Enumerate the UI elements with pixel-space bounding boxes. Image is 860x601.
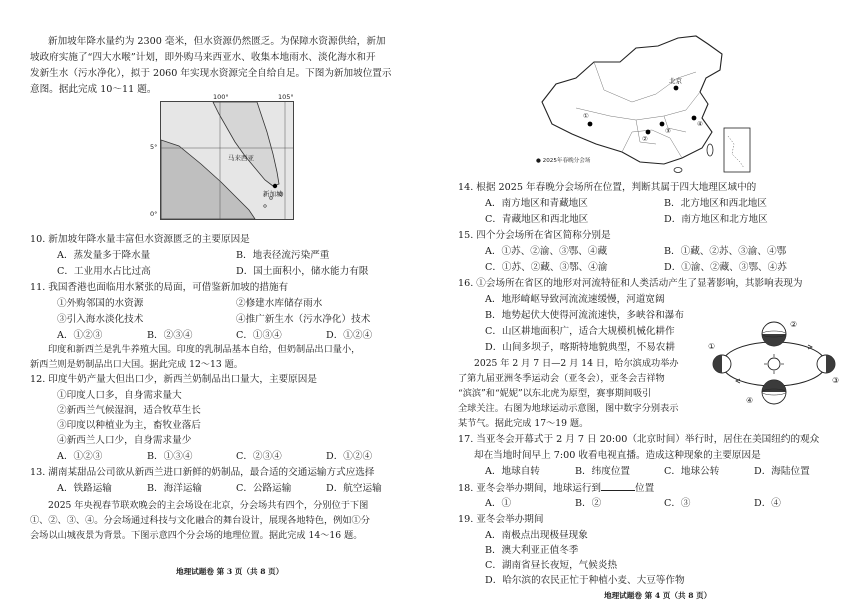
china-map-graphic (536, 32, 752, 174)
option-c: C．湖南省昼长夜短，气候炎热 (485, 560, 618, 571)
intro-line: ①、②、③、④。分会场通过科技与文化融合的舞台设计，展现各地特色，例如①分 (30, 515, 370, 526)
question-11-stem: 11. 我国香港也面临用水紧张的局面，可借鉴新加坡的措施有 (30, 282, 289, 293)
orbit-label: ① (708, 342, 716, 351)
beijing-marker (674, 86, 679, 91)
question-18-stem (458, 482, 654, 495)
option-c: C．地球公转 (664, 466, 720, 477)
question-10-stem: 10. 新加坡年降水量丰富但水资源匮乏的主要原因是 (30, 234, 250, 245)
option-d: D．哈尔滨的农民正忙于种植小麦、大豆等作物 (485, 575, 685, 586)
question-15-stem: 15. 四个分会场所在省区简称分别是 (458, 230, 611, 241)
venue-marker (660, 122, 665, 127)
earth-left (713, 355, 731, 373)
earth-bottom (762, 380, 786, 404)
china-venue-map (536, 32, 752, 174)
venue-marker (588, 122, 593, 127)
option-c: C．公路运输 (236, 483, 292, 494)
lon-label: 105° (278, 93, 294, 101)
option-b: B．①藏、②苏、③渝、④鄂 (664, 246, 787, 257)
beijing-label: 北京 (669, 77, 682, 85)
intro-line: 发新生水（污水净化），拟于 2060 年实现水资源完全自给自足。下图为新加坡位置示 (30, 68, 392, 79)
page-footer: 地理试题卷 第 3 页（共 8 页） (176, 567, 284, 576)
option-d: D．①②④ (326, 330, 373, 341)
option-a: A．铁路运输 (57, 483, 112, 494)
singapore-location-map (160, 101, 294, 220)
option-c: C．青藏地区和西北地区 (485, 214, 589, 225)
option-c: C．工业用水占比过高 (57, 266, 151, 277)
intro-line: 2025 年央视春节联欢晚会的主会场设在北京，分会场共有四个，分别位于下图 (48, 500, 369, 511)
singapore-map-graphic (161, 102, 293, 219)
question-17-stem: 17. 当亚冬会开幕式于 2 月 7 日 20:00（北京时间）举行时，居住在美国纽约的观众 (458, 434, 820, 445)
question-17-stem-cont: 却在当地时间早上 7:00 收看电视直播。造成这种现象的主要原因是 (474, 450, 761, 461)
intro-line: 印度和新西兰是乳牛养殖大国。印度的乳制品基本自给，但奶制品出口量小， (48, 344, 361, 355)
intro-line: 全球关注。右图为地球运动示意图，图中数字分别表示 (458, 403, 679, 414)
lat-label: 0° (150, 210, 158, 218)
option-a: A．南极点出现极昼现象 (485, 530, 588, 541)
orbit-label: ④ (746, 396, 754, 405)
option-b: B．纬度位置 (575, 466, 631, 477)
option-d: D．④ (754, 498, 781, 509)
option-a: A．蒸发量多于降水量 (57, 250, 151, 261)
option-c: C．②③④ (236, 451, 282, 462)
question-18-stem-a: 18. 亚冬会举办期间，地球运行到 (458, 483, 602, 494)
venue-marker (692, 116, 697, 121)
option-b: B．海洋运输 (147, 483, 203, 494)
page-footer: 地理试题卷 第 4 页（共 8 页） (604, 591, 712, 600)
option-b: B．② (575, 498, 602, 509)
option-d: D．①②④ (326, 451, 373, 462)
orbit-label: ③ (832, 376, 840, 385)
map-caption: ● 2025年春晚分会场 (536, 158, 591, 164)
earth-orbit-diagram (708, 318, 842, 408)
statement: ①外购邻国的水资源 (57, 298, 144, 309)
option-b: B．②③④ (147, 330, 193, 341)
statement: ②修建水库储存雨水 (236, 298, 323, 309)
lon-label: 100° (213, 93, 229, 101)
intro-line: 会场以山城夜景为背景。下图示意四个分会场的地理位置。据此完成 14～16 题。 (30, 530, 363, 541)
option-c: C．①③④ (236, 330, 282, 341)
venue-marker (646, 130, 651, 135)
intro-line: 新加坡年降水量约为 2300 毫米，但水资源仍然匮乏。为保障水资源供给，新加 (48, 36, 386, 47)
option-a: A．地球自转 (485, 466, 540, 477)
option-b: B．地势起伏大使得河流流速快，多峡谷和瀑布 (485, 310, 684, 321)
option-a: A．南方地区和青藏地区 (485, 198, 588, 209)
orbit-graphic (708, 318, 842, 408)
intro-line: 2025 年 2 月 7 日—2 月 14 日，哈尔滨成功举办 (474, 358, 679, 369)
orbit-label: ② (790, 320, 798, 329)
question-12-stem: 12. 印度牛奶产量大但出口少，新西兰奶制品出口量大，主要原因是 (30, 374, 317, 385)
question-13-stem: 13. 湖南某甜品公司欲从新西兰进口新鲜的奶制品，最合适的交通运输方式应选择 (30, 467, 375, 478)
option-a: A．①②③ (57, 330, 103, 341)
option-a: A．地形崎岖导致河流流速缓慢，河道宽阔 (485, 294, 665, 305)
intro-line: “滨滨”和“妮妮”以东北虎为原型，赛事期间吸引 (458, 388, 652, 399)
option-b: B．澳大利亚正值冬季 (485, 545, 579, 556)
question-16-stem: 16. ①会场所在省区的地形对河流特征和人类活动产生了显著影响，其影响表现为 (458, 278, 803, 289)
earth-right (817, 355, 835, 373)
venue-label: ② (642, 135, 648, 143)
statement: ①印度人口多，自身需求量大 (57, 390, 182, 401)
intro-line: 新西兰则是奶制品出口大国。据此完成 12～13 题。 (30, 359, 243, 370)
statement: ④新西兰人口少，自身需求量少 (57, 435, 192, 446)
statement: ③引入海水淡化技术 (57, 314, 144, 325)
option-b: B．北方地区和西北地区 (664, 198, 767, 209)
answer-blank (601, 482, 635, 491)
venue-label: ① (583, 112, 589, 120)
option-a: A．①②③ (57, 451, 103, 462)
venue-label: ③ (665, 127, 671, 135)
option-d: D．航空运输 (326, 483, 382, 494)
option-d: D．南方地区和北方地区 (664, 214, 768, 225)
option-d: D．国土面积小，储水能力有限 (236, 266, 369, 277)
intro-line: 某节气。据此完成 17～19 题。 (458, 418, 589, 429)
question-14-stem: 14. 根据 2025 年春晚分会场所在位置，判断其属于四大地理区域中的 (458, 182, 757, 193)
question-18-stem-b: 位置 (635, 483, 655, 494)
earth-top (762, 322, 786, 346)
option-a: A．①苏、②渝、③鄂、④藏 (485, 246, 608, 257)
statement: ④推广新生水（污水净化）技术 (236, 314, 371, 325)
option-a: A．① (485, 498, 512, 509)
intro-line: 意图。据此完成 10～11 题。 (30, 84, 157, 95)
statement: ②新西兰气候湿润，适合牧草生长 (57, 405, 201, 416)
intro-line: 了第九届亚洲冬季运动会（亚冬会），亚冬会吉祥物 (458, 373, 665, 384)
option-d: D．①渝、②藏、③鄂、④苏 (664, 262, 787, 273)
right-page (430, 0, 860, 601)
option-c: C．③ (664, 498, 691, 509)
intro-line: 坡政府实施了“四大水喉”计划，即外购马来西亚水、收集本地雨水、淡化海水和开 (30, 52, 376, 63)
venue-label: ④ (697, 120, 703, 128)
option-c: C．山区耕地面积广，适合大规模机械化耕作 (485, 326, 675, 337)
option-b: B．地表径流污染严重 (236, 250, 330, 261)
lat-label: 5° (150, 143, 158, 151)
singapore-point (273, 184, 277, 188)
question-19-stem: 19. 亚冬会举办期间 (458, 514, 544, 525)
option-b: B．①③④ (147, 451, 193, 462)
option-c: C．①苏、②藏、③鄂、④渝 (485, 262, 608, 273)
malaysia-label: 马来西亚 (228, 154, 254, 162)
option-d: D．山间多坝子，喀斯特地貌典型，不易农耕 (485, 342, 675, 353)
singapore-label: 新加坡 (263, 190, 283, 198)
statement: ③印度以种植业为主，畜牧业落后 (57, 420, 201, 431)
option-d: D．海陆位置 (754, 466, 810, 477)
